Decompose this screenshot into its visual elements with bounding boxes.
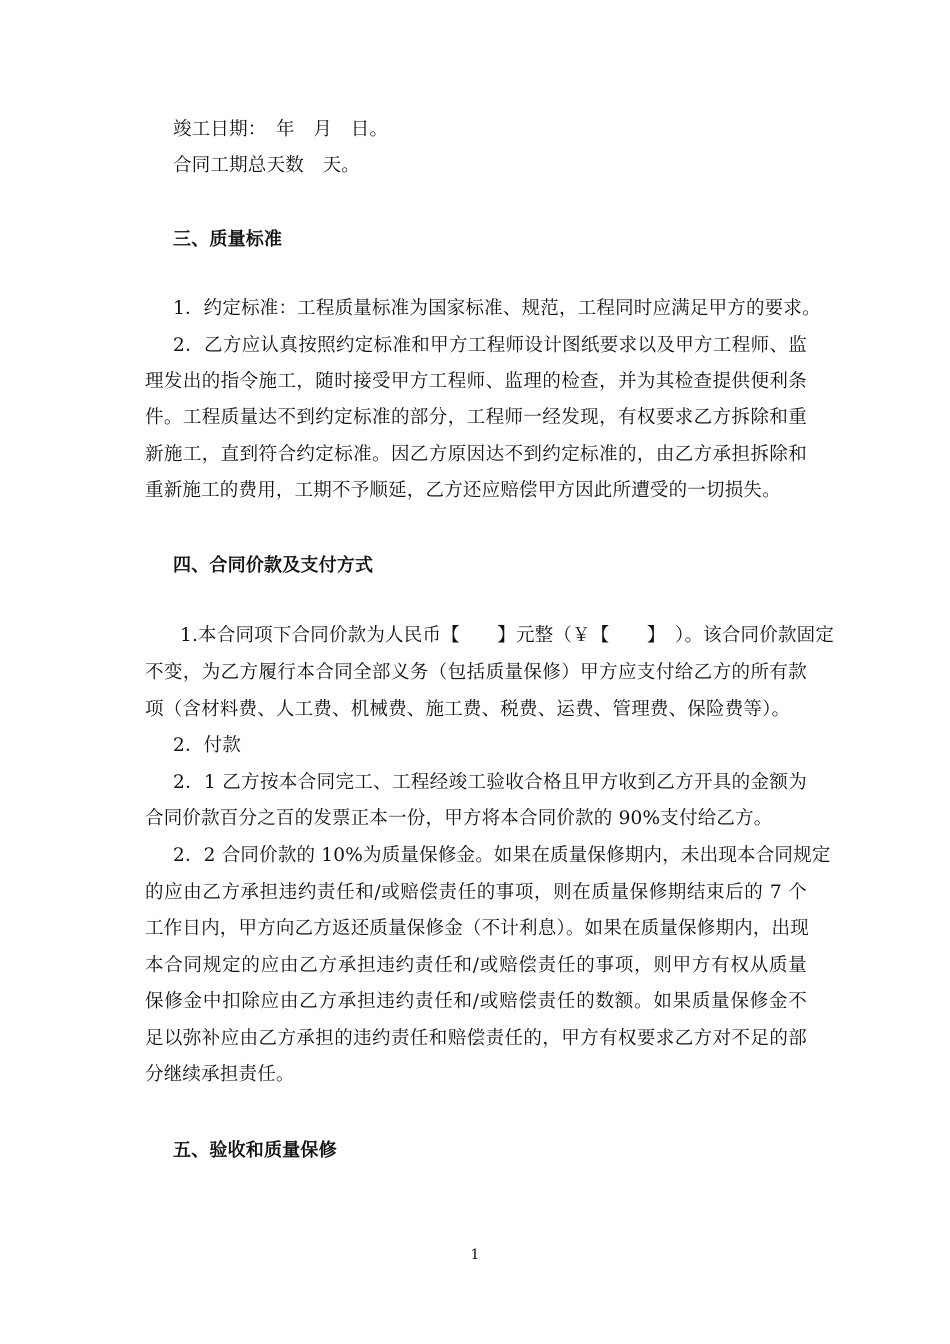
paragraph-line: 足以弥补应由乙方承担的违约责任和赔偿责任的，甲方有权要求乙方对不足的部 [145, 1028, 807, 1049]
paragraph-line: 本合同规定的应由乙方承担违约责任和/或赔偿责任的事项，则甲方有权从质量 [145, 955, 807, 976]
paragraph-line: 件。工程质量达不到约定标准的部分，工程师一经发现，有权要求乙方拆除和重 [145, 407, 807, 428]
paragraph-line: 保修金中扣除应由乙方承担违约责任和/或赔偿责任的数额。如果质量保修金不 [145, 991, 807, 1012]
paragraph-line: 项（含材料费、人工费、机械费、施工费、税费、运费、管理费、保险费等）。 [145, 699, 791, 720]
paragraph-line: 分继续承担责任。 [145, 1064, 295, 1085]
paragraph-line: 2．1 乙方按本合同完工、工程经竣工验收合格且甲方收到乙方开具的金额为 [173, 772, 807, 793]
paragraph-line: 工作日内，甲方向乙方返还质量保修金（不计利息）。如果在质量保修期内，出现 [145, 918, 809, 939]
paragraph-line: 2．2 合同价款的 10%为质量保修金。如果在质量保修期内，未出现本合同规定 [173, 845, 831, 866]
paragraph-line: 重新施工的费用，工期不予顺延，乙方还应赔偿甲方因此所遭受的一切损失。 [145, 480, 781, 501]
completion-date-line: 竣工日期： 年 月 日。 [173, 119, 389, 140]
paragraph-line: 2．乙方应认真按照约定标准和甲方工程师设计图纸要求以及甲方工程师、监 [173, 335, 807, 356]
total-days-line: 合同工期总天数 天。 [173, 155, 361, 176]
section-heading-acceptance-warranty: 五、验收和质量保修 [173, 1140, 337, 1161]
page-number: 1 [470, 1247, 480, 1263]
paragraph-line: 新施工，直到符合约定标准。因乙方原因达不到约定标准的，由乙方承担拆除和 [145, 444, 807, 465]
paragraph-line: 1．约定标准：工程质量标准为国家标准、规范，工程同时应满足甲方的要求。 [173, 298, 821, 319]
paragraph-line: 的应由乙方承担违约责任和/或赔偿责任的事项，则在质量保修期结束后的 7 个 [145, 882, 807, 903]
paragraph-line: 2．付款 [173, 735, 242, 756]
paragraph-line: 不变，为乙方履行本合同全部义务（包括质量保修）甲方应支付给乙方的所有款 [145, 662, 807, 683]
section-heading-quality: 三、质量标准 [173, 229, 283, 250]
paragraph-line: 1.本合同项下合同价款为人民币【 】元整（￥【 】 ）。该合同价款固定 [180, 625, 835, 646]
section-heading-price-payment: 四、合同价款及支付方式 [173, 555, 374, 576]
paragraph-line: 合同价款百分之百的发票正本一份，甲方将本合同价款的 90%支付给乙方。 [145, 808, 773, 829]
paragraph-line: 理发出的指令施工，随时接受甲方工程师、监理的检查，并为其检查提供便利条 [145, 371, 807, 392]
